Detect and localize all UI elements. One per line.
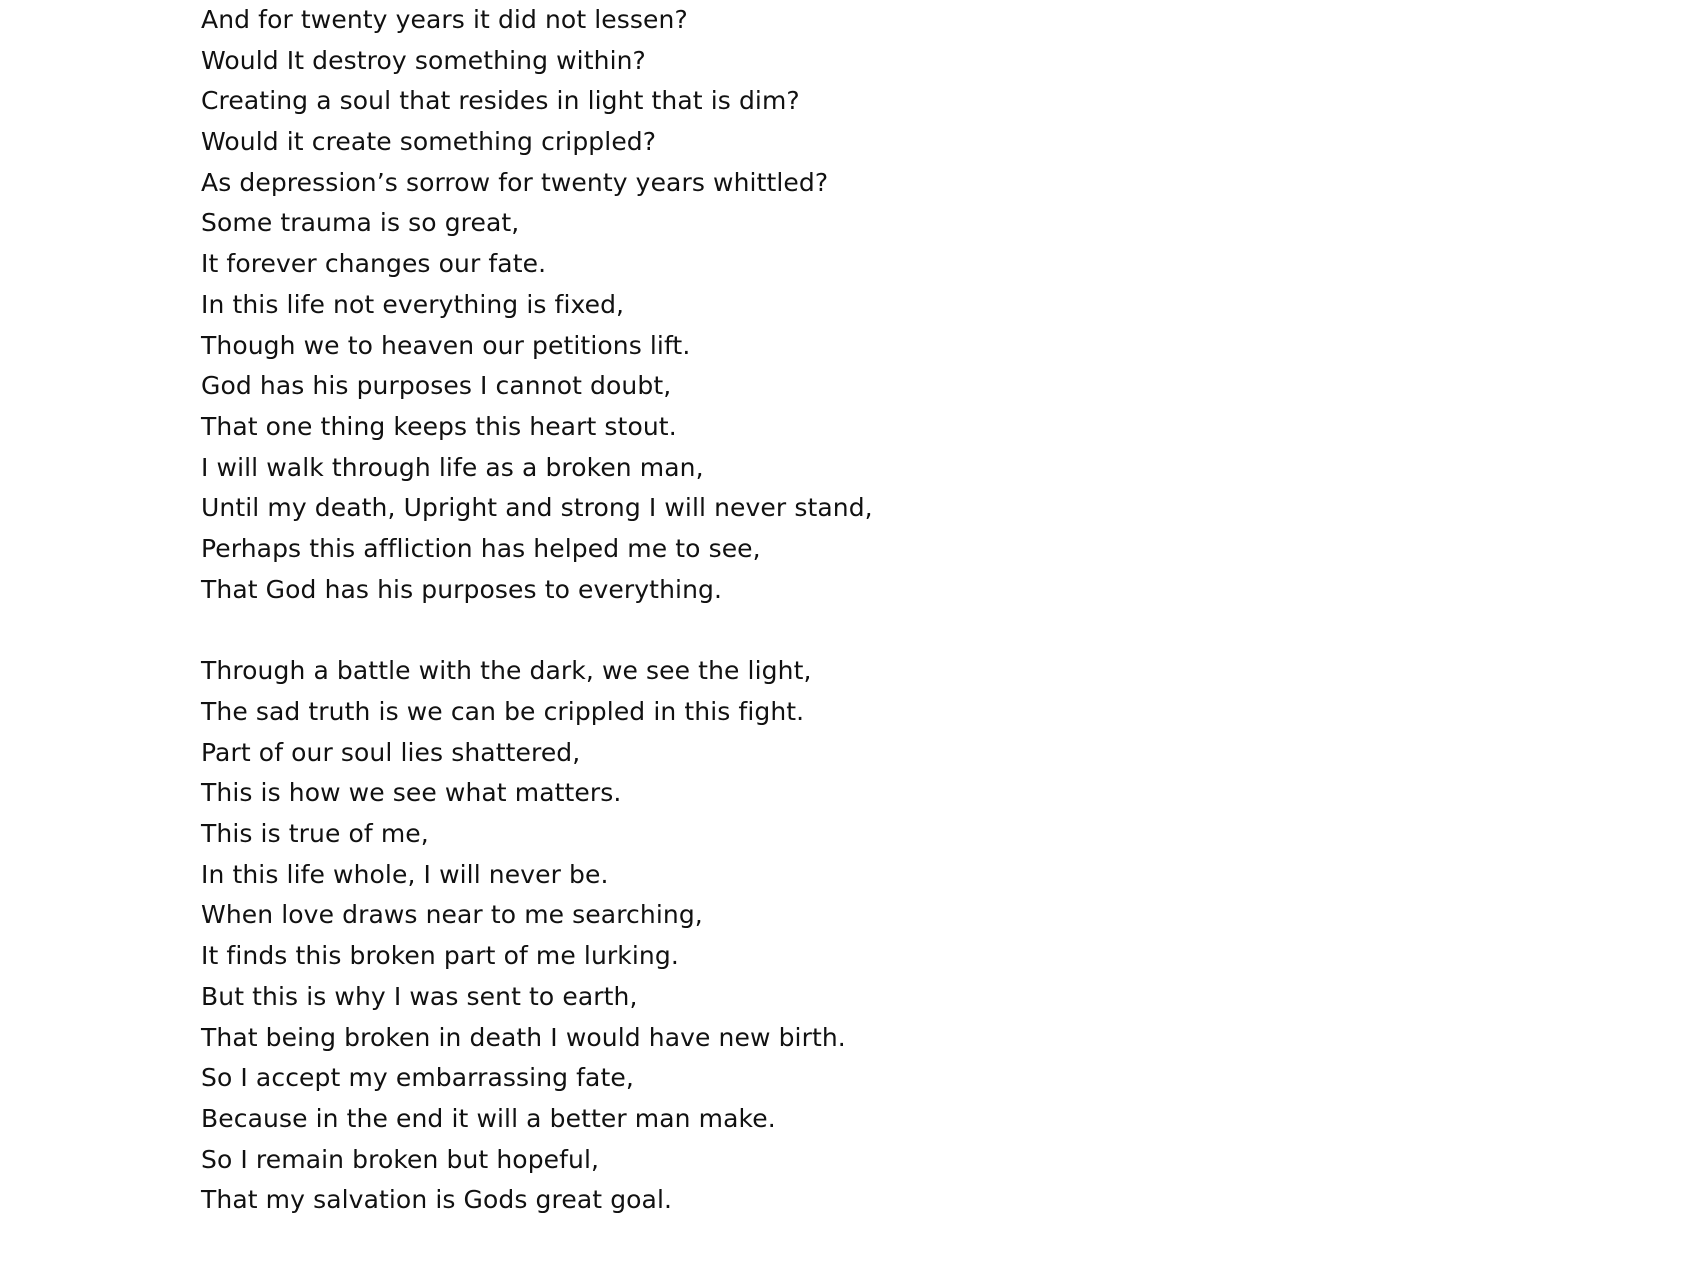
poem-line: Through a battle with the dark, we see the light, xyxy=(201,656,812,686)
poem-line: In this life whole, I will never be. xyxy=(201,859,609,889)
poem-line: As depression’s sorrow for twenty years whittled? xyxy=(201,167,829,197)
poem-body xyxy=(201,0,1501,1221)
poem-line: Some trauma is so great, xyxy=(201,208,520,238)
stanza-1 xyxy=(201,0,1501,610)
poem-line: It finds this broken part of me lurking. xyxy=(201,941,679,971)
poem-line: And for twenty years it did not lessen? xyxy=(201,5,688,34)
poem-line: When love draws near to me searching, xyxy=(201,900,703,930)
poem-line: God has his purposes I cannot doubt, xyxy=(201,371,672,401)
stanza-2 xyxy=(201,651,1501,1221)
poem-line: But this is why I was sent to earth, xyxy=(201,981,638,1011)
poem-line: Creating a soul that resides in light that is dim? xyxy=(201,86,800,116)
poem-line: That being broken in death I would have new birth. xyxy=(201,1022,846,1052)
poem-line: Part of our soul lies shattered, xyxy=(201,737,581,767)
poem-line: I will walk through life as a broken man, xyxy=(201,452,704,482)
poem-line: In this life not everything is fixed, xyxy=(201,289,625,319)
poem-line: That God has his purposes to everything. xyxy=(201,574,723,604)
poem-line: Perhaps this affliction has helped me to see, xyxy=(201,533,761,563)
poem-line: Until my death, Upright and strong I will never stand, xyxy=(201,493,873,523)
poem-line: This is how we see what matters. xyxy=(201,778,622,808)
poem-line: That my salvation is Gods great goal. xyxy=(201,1185,673,1215)
poem-line: Because in the end it will a better man make. xyxy=(201,1103,776,1133)
poem-line: So I remain broken but hopeful, xyxy=(201,1144,600,1174)
poem-line: It forever changes our fate. xyxy=(201,249,547,279)
poem-line: Would It destroy something within? xyxy=(201,45,646,75)
poem-line: This is true of me, xyxy=(201,819,429,849)
poem-line: Though we to heaven our petitions lift. xyxy=(201,330,691,360)
poem-line: So I accept my embarrassing fate, xyxy=(201,1063,634,1093)
poem-line: That one thing keeps this heart stout. xyxy=(201,411,677,441)
poem-line: Would it create something crippled? xyxy=(201,127,657,157)
poem-line: The sad truth is we can be crippled in this fight. xyxy=(201,697,805,726)
